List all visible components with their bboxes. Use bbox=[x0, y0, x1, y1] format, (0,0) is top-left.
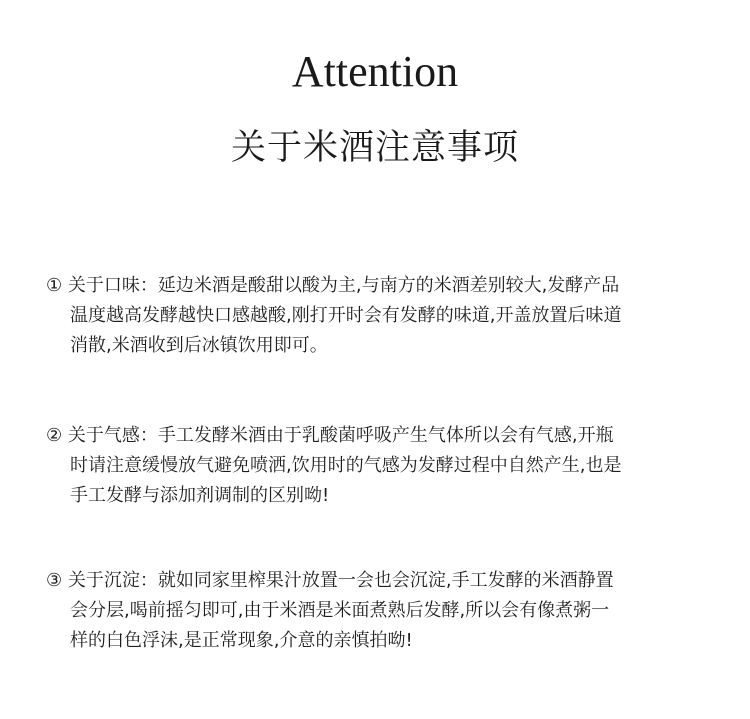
notice-line: 时请注意缓慢放气避免喷洒,饮用时的气感为发酵过程中自然产生,也是 bbox=[70, 455, 622, 476]
notice-carbonation bbox=[46, 421, 696, 511]
page-title-cn: 关于米酒注意事项 bbox=[230, 128, 519, 168]
page-title-en: Attention bbox=[291, 47, 459, 96]
notice-line: ① 关于口味：延边米酒是酸甜以酸为主,与南方的米酒差别较大,发酵产品 bbox=[46, 275, 620, 296]
notice-line: 手工发酵与添加剂调制的区别呦! bbox=[70, 485, 330, 506]
notice-sediment bbox=[46, 566, 696, 656]
notice-line: 会分层,喝前摇匀即可,由于米酒是米面煮熟后发酵,所以会有像煮粥一 bbox=[70, 600, 610, 621]
notice-line: 消散,米酒收到后冰镇饮用即可。 bbox=[70, 335, 328, 356]
notice-line: 样的白色浮沫,是正常现象,介意的亲慎拍呦! bbox=[70, 630, 413, 651]
notice-taste bbox=[46, 271, 696, 361]
notice-line: ② 关于气感：手工发酵米酒由于乳酸菌呼吸产生气体所以会有气感,开瓶 bbox=[46, 425, 614, 446]
notice-line: ③ 关于沉淀：就如同家里榨果汁放置一会也会沉淀,手工发酵的米酒静置 bbox=[46, 570, 614, 591]
notice-line: 温度越高发酵越快口感越酸,刚打开时会有发酵的味道,开盖放置后味道 bbox=[70, 305, 622, 326]
